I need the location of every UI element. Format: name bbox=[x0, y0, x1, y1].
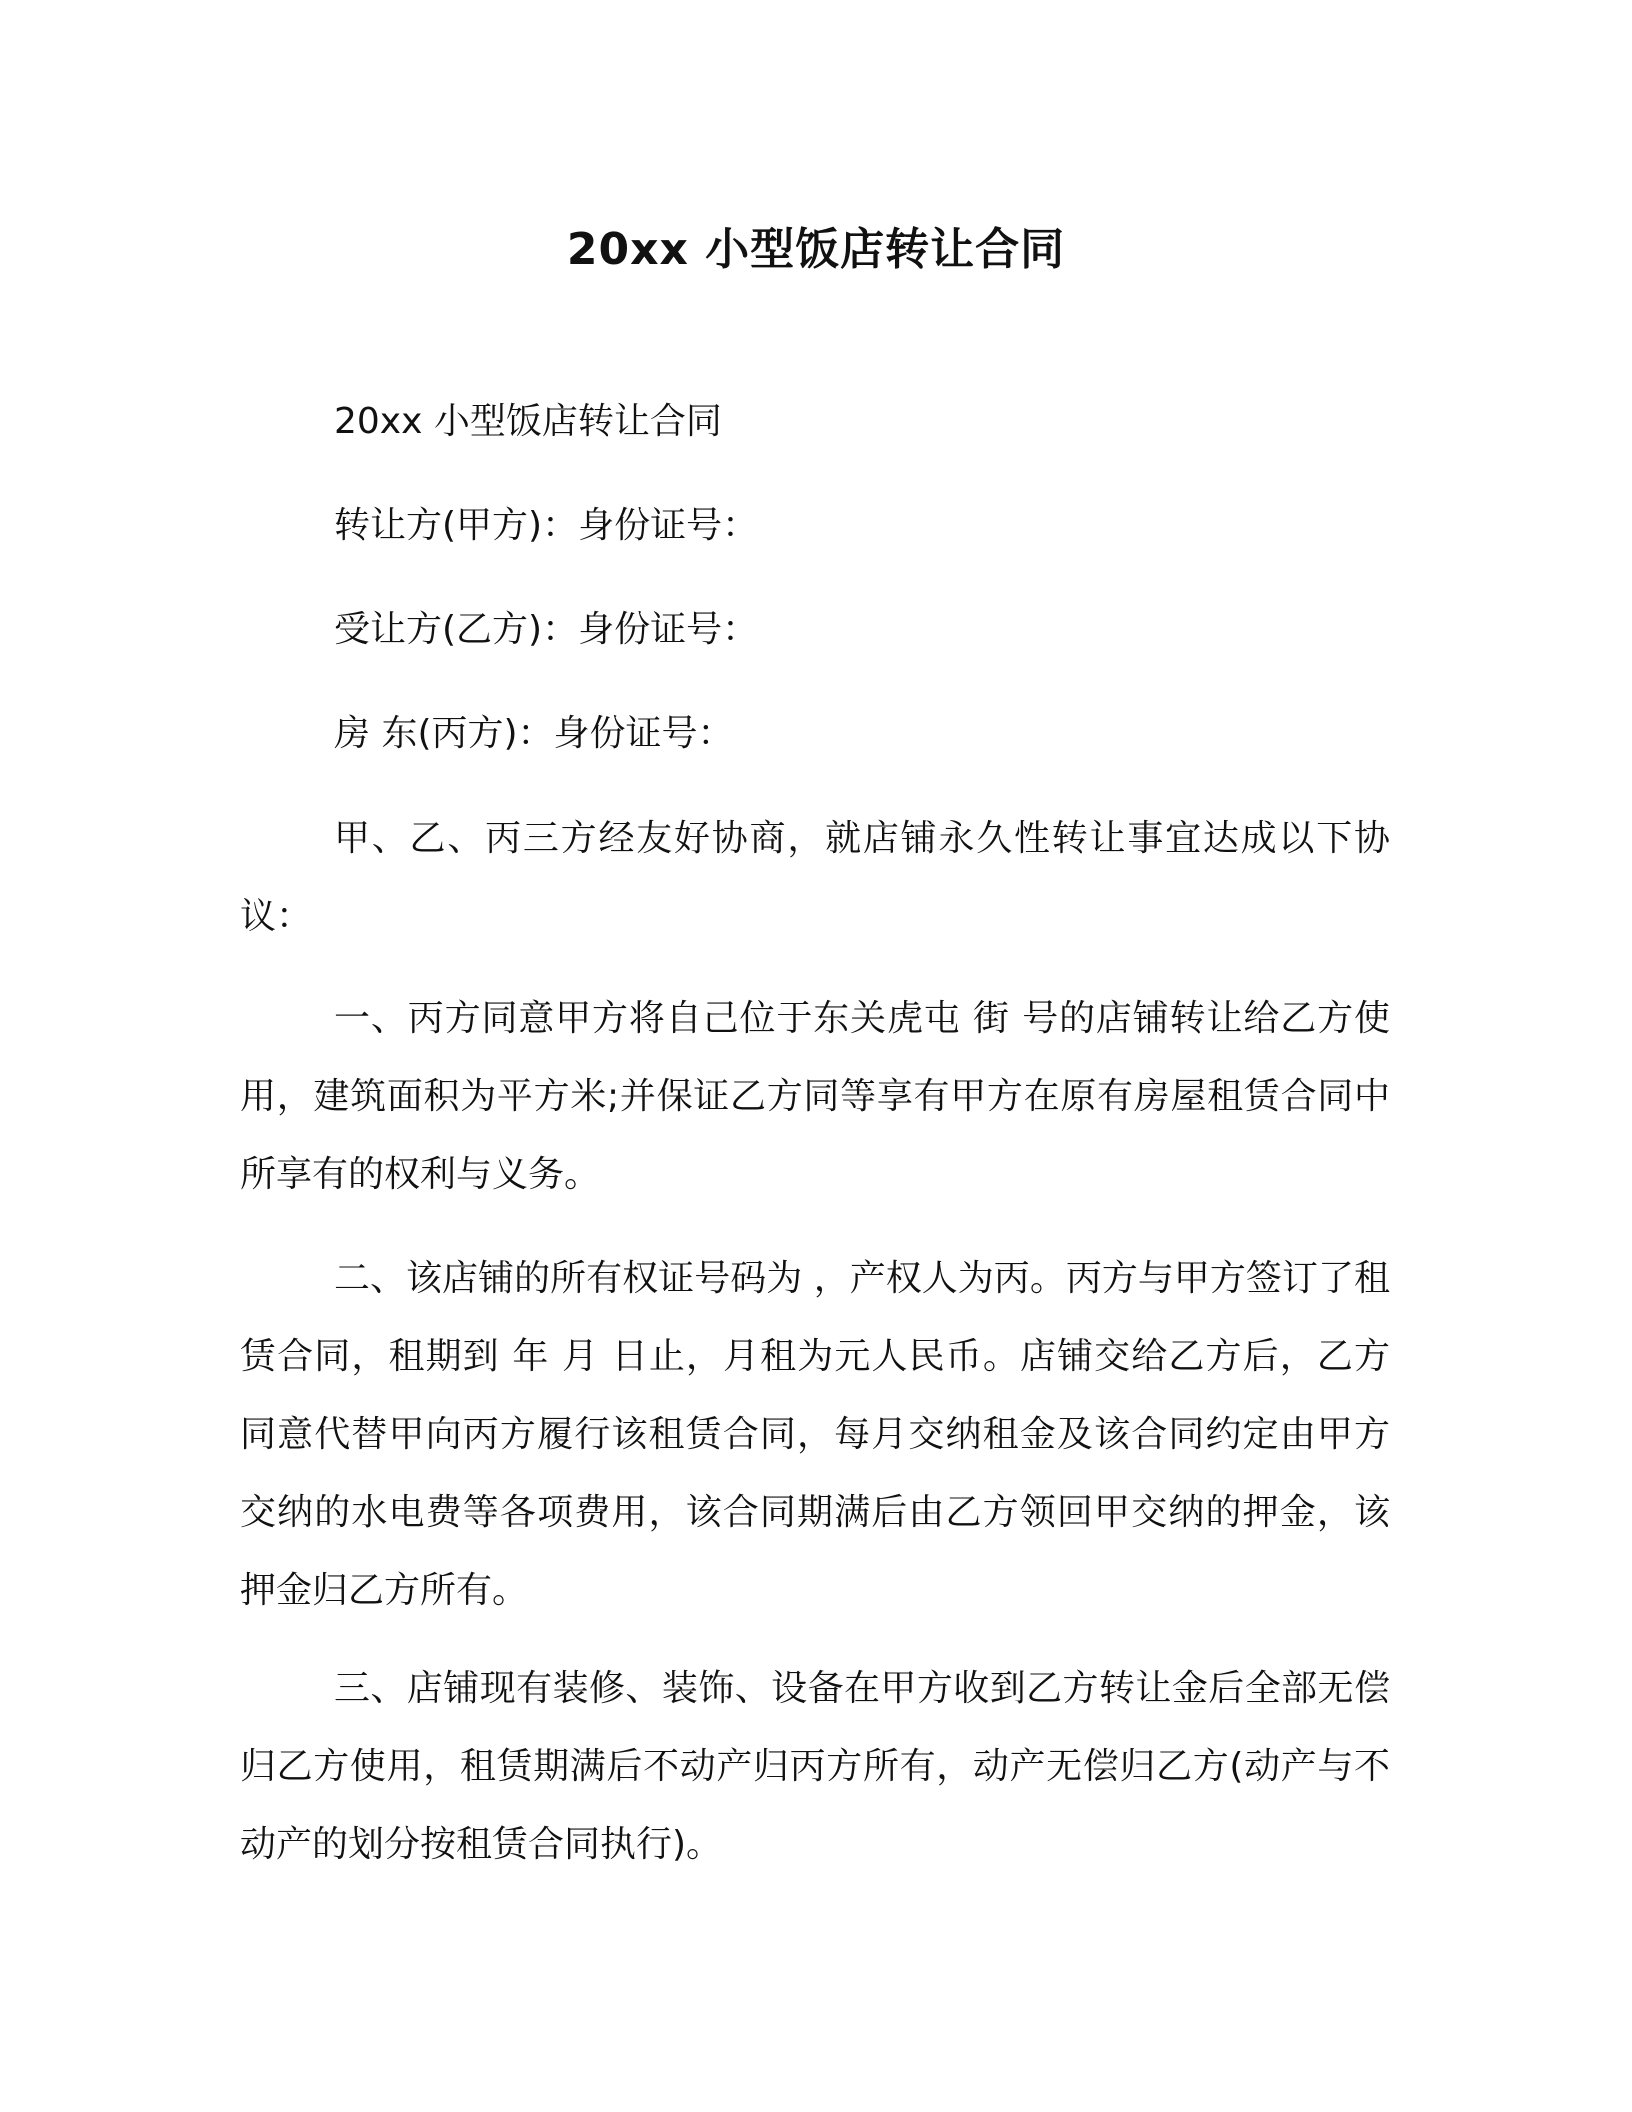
party-a-line: 转让方(甲方)：身份证号： bbox=[334, 505, 759, 546]
document-title: 20xx 小型饭店转让合同 bbox=[566, 224, 1066, 275]
clause-3-paragraph: 三、店铺现有装修、装饰、设备在甲方收到乙方转让金后全部无偿归乙方使用，租赁期满后不动产归丙方所有，动产无偿归乙方(动产与不动产的划分按租赁合同执行)。 bbox=[240, 1668, 1390, 1865]
party-b-line: 受让方(乙方)：身份证号： bbox=[334, 609, 759, 650]
document-subtitle: 20xx 小型饭店转让合同 bbox=[334, 401, 722, 442]
intro-paragraph: 甲、乙、丙三方经友好协商，就店铺永久性转让事宜达成以下协议： bbox=[240, 818, 1390, 937]
party-c-line: 房 东(丙方)：身份证号： bbox=[334, 713, 734, 754]
clause-2-paragraph: 二、该店铺的所有权证号码为 ，产权人为丙。丙方与甲方签订了租赁合同，租期到 年 月 日止，月租为元人民币。店铺交给乙方后，乙方同意代替甲向丙方履行该租赁合同，每月交纳租金及该合同约定由甲方交纳的水电费等各项费用，该合同期满后由乙方领回甲交纳的押金，该押金归乙方所有。 bbox=[240, 1258, 1390, 1611]
clause-1-paragraph: 一、丙方同意甲方将自己位于东关虎屯 街 号的店铺转让给乙方使用，建筑面积为平方米;并保证乙方同等享有甲方在原有房屋租赁合同中所享有的权利与义务。 bbox=[240, 998, 1390, 1195]
